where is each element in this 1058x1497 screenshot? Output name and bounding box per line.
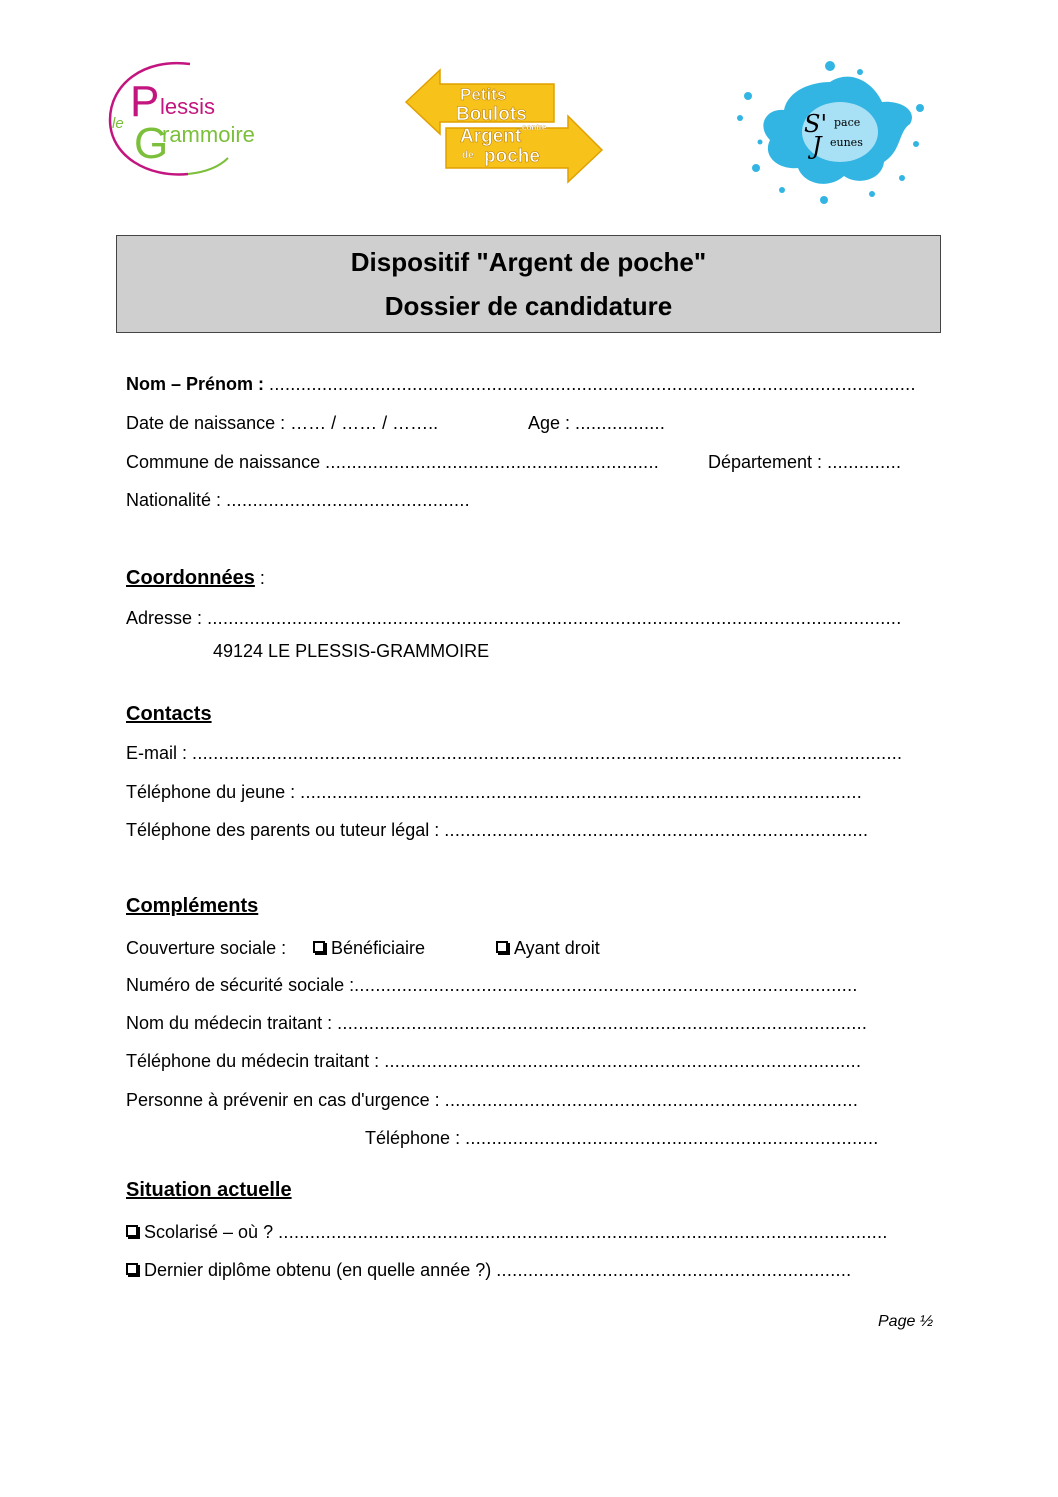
tel-urgence-label: Téléphone : xyxy=(365,1128,461,1148)
beneficiaire-checkbox[interactable] xyxy=(313,941,325,953)
nom-prenom-dots: .......................................................................................................................... xyxy=(269,374,916,394)
beneficiaire-option[interactable] xyxy=(313,937,425,959)
logo-big-p: P xyxy=(130,77,160,126)
diplome-option[interactable] xyxy=(126,1259,851,1281)
urgence-field[interactable] xyxy=(126,1089,858,1111)
tel-urgence-dots: .............................................................................. xyxy=(465,1128,879,1148)
tel-medecin-field[interactable] xyxy=(126,1050,861,1072)
urgence-label: Personne à prévenir en cas d'urgence : xyxy=(126,1090,440,1110)
nom-prenom-field[interactable] xyxy=(126,373,916,395)
boulots-l1: Petits xyxy=(460,85,507,104)
departement-field[interactable] xyxy=(708,451,901,473)
complements-heading-row xyxy=(126,895,258,917)
boulots-l4: Argent xyxy=(460,126,522,147)
tel-parents-dots: ................................................................................ xyxy=(444,820,869,840)
coordonnees-heading-row xyxy=(126,567,265,589)
contacts-heading-row xyxy=(126,703,212,725)
medecin-dots: .................................................................................................... xyxy=(337,1013,868,1033)
adresse-field[interactable] xyxy=(126,607,902,629)
email-field[interactable] xyxy=(126,742,902,764)
diplome-dots: ................................................................... xyxy=(496,1260,852,1280)
nom-prenom-label: Nom – Prénom : xyxy=(126,374,265,394)
adresse-label: Adresse : xyxy=(126,608,203,628)
age-dots: ................. xyxy=(575,413,666,433)
situation-heading-row xyxy=(126,1179,292,1201)
logo-big-g: G xyxy=(134,119,169,168)
tel-parents-label: Téléphone des parents ou tuteur légal : xyxy=(126,820,440,840)
departement-dots: .............. xyxy=(827,452,902,472)
espace-pace: pace xyxy=(834,116,861,129)
city-text: 49124 LE PLESSIS-GRAMMOIRE xyxy=(213,641,490,661)
nationalite-label: Nationalité : xyxy=(126,490,222,510)
email-dots: ...................................................................................................................................... xyxy=(192,743,903,763)
scolarise-label: Scolarisé – où ? xyxy=(144,1222,274,1242)
contacts-heading: Contacts xyxy=(126,703,212,725)
commune-naissance-field[interactable] xyxy=(126,451,659,473)
medecin-field[interactable] xyxy=(126,1012,867,1034)
email-label: E-mail : xyxy=(126,743,188,763)
espace-jeunes-logo xyxy=(732,58,928,206)
espace-s: S' xyxy=(804,110,828,138)
logo-prefix: le xyxy=(112,115,124,132)
tel-jeune-dots: .......................................................................................................... xyxy=(300,782,863,802)
secu-field[interactable] xyxy=(126,974,858,996)
boulots-l5: de xyxy=(462,150,474,161)
date-naissance-field[interactable] xyxy=(126,412,438,434)
title-box xyxy=(116,235,941,333)
tel-medecin-label: Téléphone du médecin traitant : xyxy=(126,1051,380,1071)
adresse-dots: ................................................................................................................................... xyxy=(207,608,902,628)
secu-dots: ............................................................................................... xyxy=(354,975,858,995)
tel-medecin-dots: .......................................................................................... xyxy=(384,1051,862,1071)
boulots-l6: poche xyxy=(484,146,540,167)
ayant-droit-checkbox[interactable] xyxy=(496,941,508,953)
scolarise-checkbox[interactable] xyxy=(126,1225,138,1237)
plessis-grammoire-logo xyxy=(104,58,276,180)
diplome-label: Dernier diplôme obtenu (en quelle année ?) xyxy=(144,1260,492,1280)
urgence-dots: .............................................................................. xyxy=(444,1090,859,1110)
age-field[interactable] xyxy=(528,412,665,434)
nationalite-field[interactable] xyxy=(126,489,470,511)
situation-heading: Situation actuelle xyxy=(126,1179,292,1201)
medecin-label: Nom du médecin traitant : xyxy=(126,1013,333,1033)
secu-label: Numéro de sécurité sociale : xyxy=(126,975,355,995)
logo-line2: rammoire xyxy=(162,122,255,147)
commune-dots: ............................................................... xyxy=(325,452,660,472)
couverture-row xyxy=(126,937,286,959)
page-number: Page ½ xyxy=(878,1313,934,1330)
title-line1: Dispositif "Argent de poche" xyxy=(350,247,707,277)
title-line2: Dossier de candidature xyxy=(384,291,673,321)
scolarise-dots: ................................................................................................................... xyxy=(278,1222,888,1242)
diplome-checkbox[interactable] xyxy=(126,1263,138,1275)
espace-eunes: eunes xyxy=(830,136,863,149)
logo-line1: lessis xyxy=(160,94,216,119)
age-label: Age : xyxy=(528,413,571,433)
scolarise-option[interactable] xyxy=(126,1221,888,1243)
commune-label: Commune de naissance xyxy=(126,452,321,472)
date-naissance-label: Date de naissance : …… / …… / …….. xyxy=(126,413,439,433)
nationalite-dots: .............................................. xyxy=(226,490,470,510)
boulots-l3: contre xyxy=(522,123,547,132)
espace-j: J xyxy=(812,132,822,160)
complements-heading: Compléments xyxy=(126,895,259,917)
departement-label: Département : xyxy=(708,452,823,472)
tel-jeune-label: Téléphone du jeune : xyxy=(126,782,296,802)
ayant-droit-option[interactable] xyxy=(496,937,600,959)
petits-boulots-logo xyxy=(404,68,604,186)
coordonnees-heading: Coordonnées xyxy=(126,567,255,589)
tel-jeune-field[interactable] xyxy=(126,781,862,803)
beneficiaire-label: Bénéficiaire xyxy=(331,938,426,958)
couverture-label: Couverture sociale : xyxy=(126,938,287,958)
coordonnees-colon: : xyxy=(259,568,265,588)
ayant-droit-label: Ayant droit xyxy=(514,938,600,958)
boulots-l2: Boulots xyxy=(456,104,527,125)
tel-urgence-field[interactable] xyxy=(365,1127,879,1149)
tel-parents-field[interactable] xyxy=(126,819,868,841)
